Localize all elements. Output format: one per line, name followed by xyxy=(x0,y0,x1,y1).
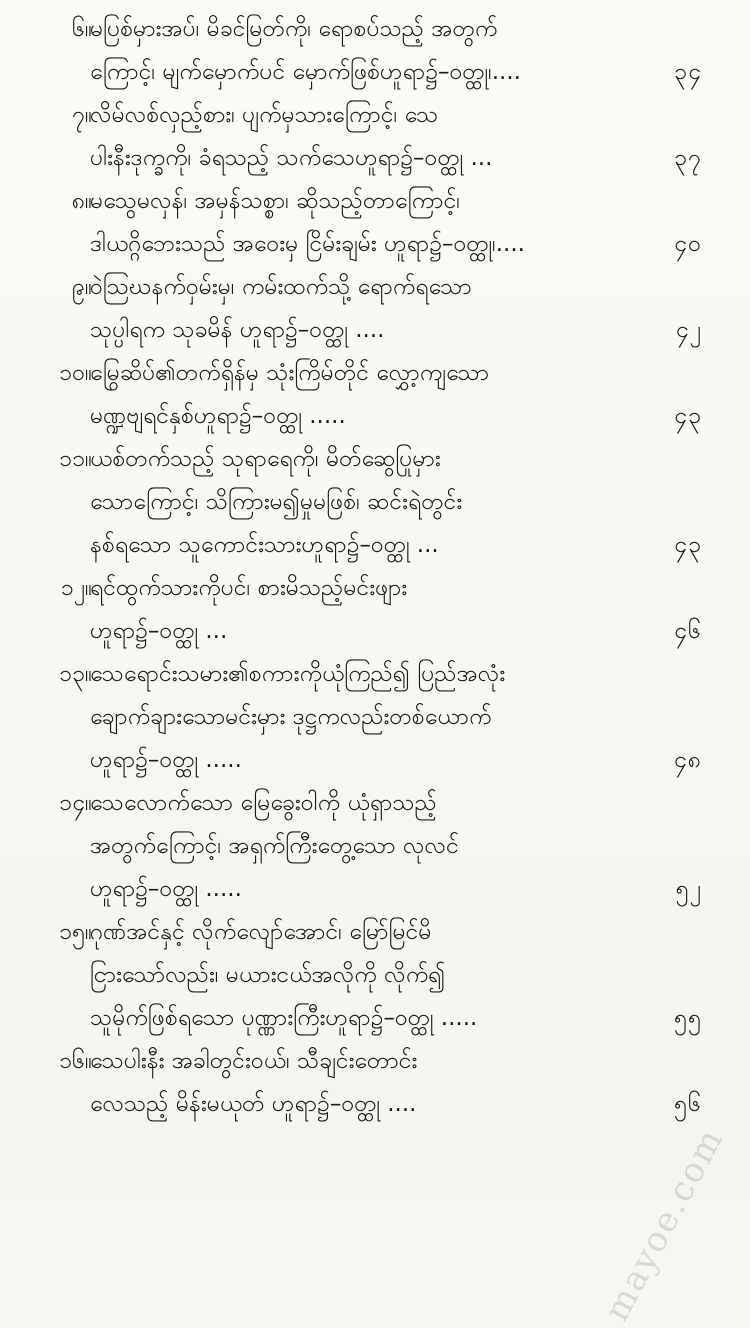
toc-line xyxy=(58,94,718,137)
page-number: ၃၇ xyxy=(674,145,702,171)
entry-number: ၁၃။ xyxy=(59,661,92,687)
entry-title-text: မြွေဆိပ်၏တက်ရှိန်မှ သုံးကြိမ်တိုင် လွှော့ကျသော xyxy=(90,360,490,386)
entry-title-text: ဟူရာ၌–ဝတ္ထု ..... xyxy=(90,747,242,773)
toc-entry xyxy=(58,1040,718,1126)
entry-title-text: ယစ်တက်သည့် သုရာရေကို၊ မိတ်ဆွေပြုမှား xyxy=(90,446,441,472)
toc-line xyxy=(58,352,718,395)
toc-line xyxy=(58,610,718,653)
table-of-contents xyxy=(58,8,718,1126)
entry-title-text: လိမ်လစ်လှည့်စား၊ ပျက်မှသားကြောင့်၊ သေ xyxy=(90,102,439,128)
toc-line xyxy=(58,1040,718,1083)
toc-line xyxy=(58,567,718,610)
page-number: ၅၂ xyxy=(675,876,702,902)
entry-number: ၁၅။ xyxy=(59,919,92,945)
toc-line xyxy=(58,868,718,911)
toc-line xyxy=(58,8,718,51)
entry-title-text: သေလောက်သော မြေခွေးဝါကို ယုံရှာသည့် xyxy=(90,790,437,816)
entry-title-text: သောကြောင့်၊ သိကြားမ၍မှုမဖြစ်၊ ဆင်းရဲတွင်း xyxy=(90,489,463,515)
entry-number: ၈။ xyxy=(71,188,92,214)
entry-title-text: နစ်ရသော သူကောင်းသားဟူရာ၌–ဝတ္ထု ... xyxy=(90,532,439,558)
entry-title-text: သေရောင်းသမား၏စကားကိုယုံကြည်၍ ပြည်အလုံး xyxy=(90,661,506,687)
page-number: ၄၈ xyxy=(673,747,702,773)
toc-line xyxy=(58,395,718,438)
entry-number: ၁၂။ xyxy=(60,575,92,601)
toc-line xyxy=(58,997,718,1040)
toc-line xyxy=(58,438,718,481)
entry-title-text: ဝဲသြဃနက်ဝှမ်းမှ၊ ကမ်းထက်သို့ ရောက်ရသော xyxy=(90,274,472,300)
toc-line xyxy=(58,524,718,567)
entry-number: ၁၄။ xyxy=(59,790,92,816)
toc-entry xyxy=(58,567,718,653)
entry-title-text: အတွက်ကြောင့်၊ အရှက်ကြီးတွေ့သော လုလင် xyxy=(90,833,459,859)
toc-line xyxy=(58,739,718,782)
toc-entry xyxy=(58,911,718,1040)
entry-number: ၆။ xyxy=(72,16,92,42)
entry-title-text: လေသည့် မိန်းမယုတ် ဟူရာ၌–ဝတ္ထု .... xyxy=(90,1091,417,1117)
toc-line xyxy=(58,266,718,309)
page-number: ၄၀ xyxy=(674,231,702,257)
entry-title-text: ရင်ထွက်သားကိုပင်၊ စားမိသည့်မင်းဖျား xyxy=(90,575,408,601)
entry-title-text: ဟူရာ၌–ဝတ္ထု ... xyxy=(90,618,228,644)
toc-line xyxy=(58,1083,718,1126)
entry-title-text: သူမိုက်ဖြစ်ရသော ပုဏ္ဏားကြီးဟူရာ၌–ဝတ္ထု ..... xyxy=(90,1005,478,1031)
toc-line xyxy=(58,825,718,868)
entry-title-text: ဂုဏ်အင်နှင့် လိုက်လျော်အောင်၊ မြော်မြင်မိ xyxy=(90,919,432,945)
entry-title-text: သေပါးနီး အခါတွင်းဝယ်၊ သီချင်းတောင်း xyxy=(90,1048,418,1074)
toc-entry xyxy=(58,352,718,438)
toc-entry xyxy=(58,8,718,94)
page-number: ၅၅ xyxy=(674,1005,702,1031)
toc-entry xyxy=(58,266,718,352)
entry-title-text: ချောက်ချားသောမင်းမှား ဒုဋ္ဌကလည်းတစ်ယောက် xyxy=(90,704,492,730)
toc-entry xyxy=(58,653,718,782)
toc-line xyxy=(58,954,718,997)
entry-title-text: မသွေမလှန်၊ အမှန်သစ္စာ၊ ဆိုသည့်တာကြောင့်၊ xyxy=(90,188,460,214)
entry-title-text: ကြောင့်၊ မျက်မှောက်ပင် မှောက်ဖြစ်ဟူရာ၌–ဝတ္ထု၊.... xyxy=(90,59,521,85)
page-number: ၃၄ xyxy=(674,59,702,85)
entry-number: ၁၀။ xyxy=(59,360,92,386)
toc-line xyxy=(58,223,718,266)
entry-title-text: ငြားသော်လည်း၊ မယားငယ်အလိုကို လိုက်၍ xyxy=(90,962,446,988)
entry-title-text: မပြစ်မှားအပ်၊ မိခင်မြတ်ကို၊ ရောစပ်သည့် အတွက် xyxy=(90,16,498,42)
toc-line xyxy=(58,51,718,94)
page-number: ၅၆ xyxy=(674,1091,702,1117)
toc-entry xyxy=(58,94,718,180)
toc-line xyxy=(58,137,718,180)
toc-line xyxy=(58,911,718,954)
toc-line xyxy=(58,782,718,825)
entry-title-text: ဒါယဂ္ဂိဘေးသည် အဝေးမှ ငြိမ်းချမ်း ဟူရာ၌–ဝတ္ထု၊.... xyxy=(90,231,525,257)
toc-line xyxy=(58,180,718,223)
toc-entry xyxy=(58,180,718,266)
page-number: ၄၆ xyxy=(674,618,702,644)
entry-number: ၁၁။ xyxy=(59,446,92,472)
watermark: mayoe.com xyxy=(596,1121,732,1328)
entry-title-text: သုပ္ပါရက သုခမိန် ဟူရာ၌–ဝတ္ထု .... xyxy=(90,317,385,343)
entry-number: ၇။ xyxy=(72,102,92,128)
page-number: ၄၃ xyxy=(674,403,702,429)
toc-line xyxy=(58,481,718,524)
toc-line xyxy=(58,696,718,739)
entry-number: ၁၆။ xyxy=(59,1048,92,1074)
page-number: ၄၃ xyxy=(674,532,702,558)
entry-title-text: ပါးနီးဒုက္ခကို၊ ခံရသည့် သက်သေဟူရာ၌–ဝတ္ထု ... xyxy=(90,145,493,171)
page-number: ၄၂ xyxy=(675,317,702,343)
toc-line xyxy=(58,309,718,352)
toc-line xyxy=(58,653,718,696)
entry-number: ၉။ xyxy=(72,274,92,300)
toc-entry xyxy=(58,438,718,567)
entry-title-text: မဏ္ဍဗျရင်နှစ်ဟူရာ၌–ဝတ္ထု ..... xyxy=(90,403,346,429)
entry-title-text: ဟူရာ၌–ဝတ္ထု ..... xyxy=(90,876,242,902)
toc-entry xyxy=(58,782,718,911)
